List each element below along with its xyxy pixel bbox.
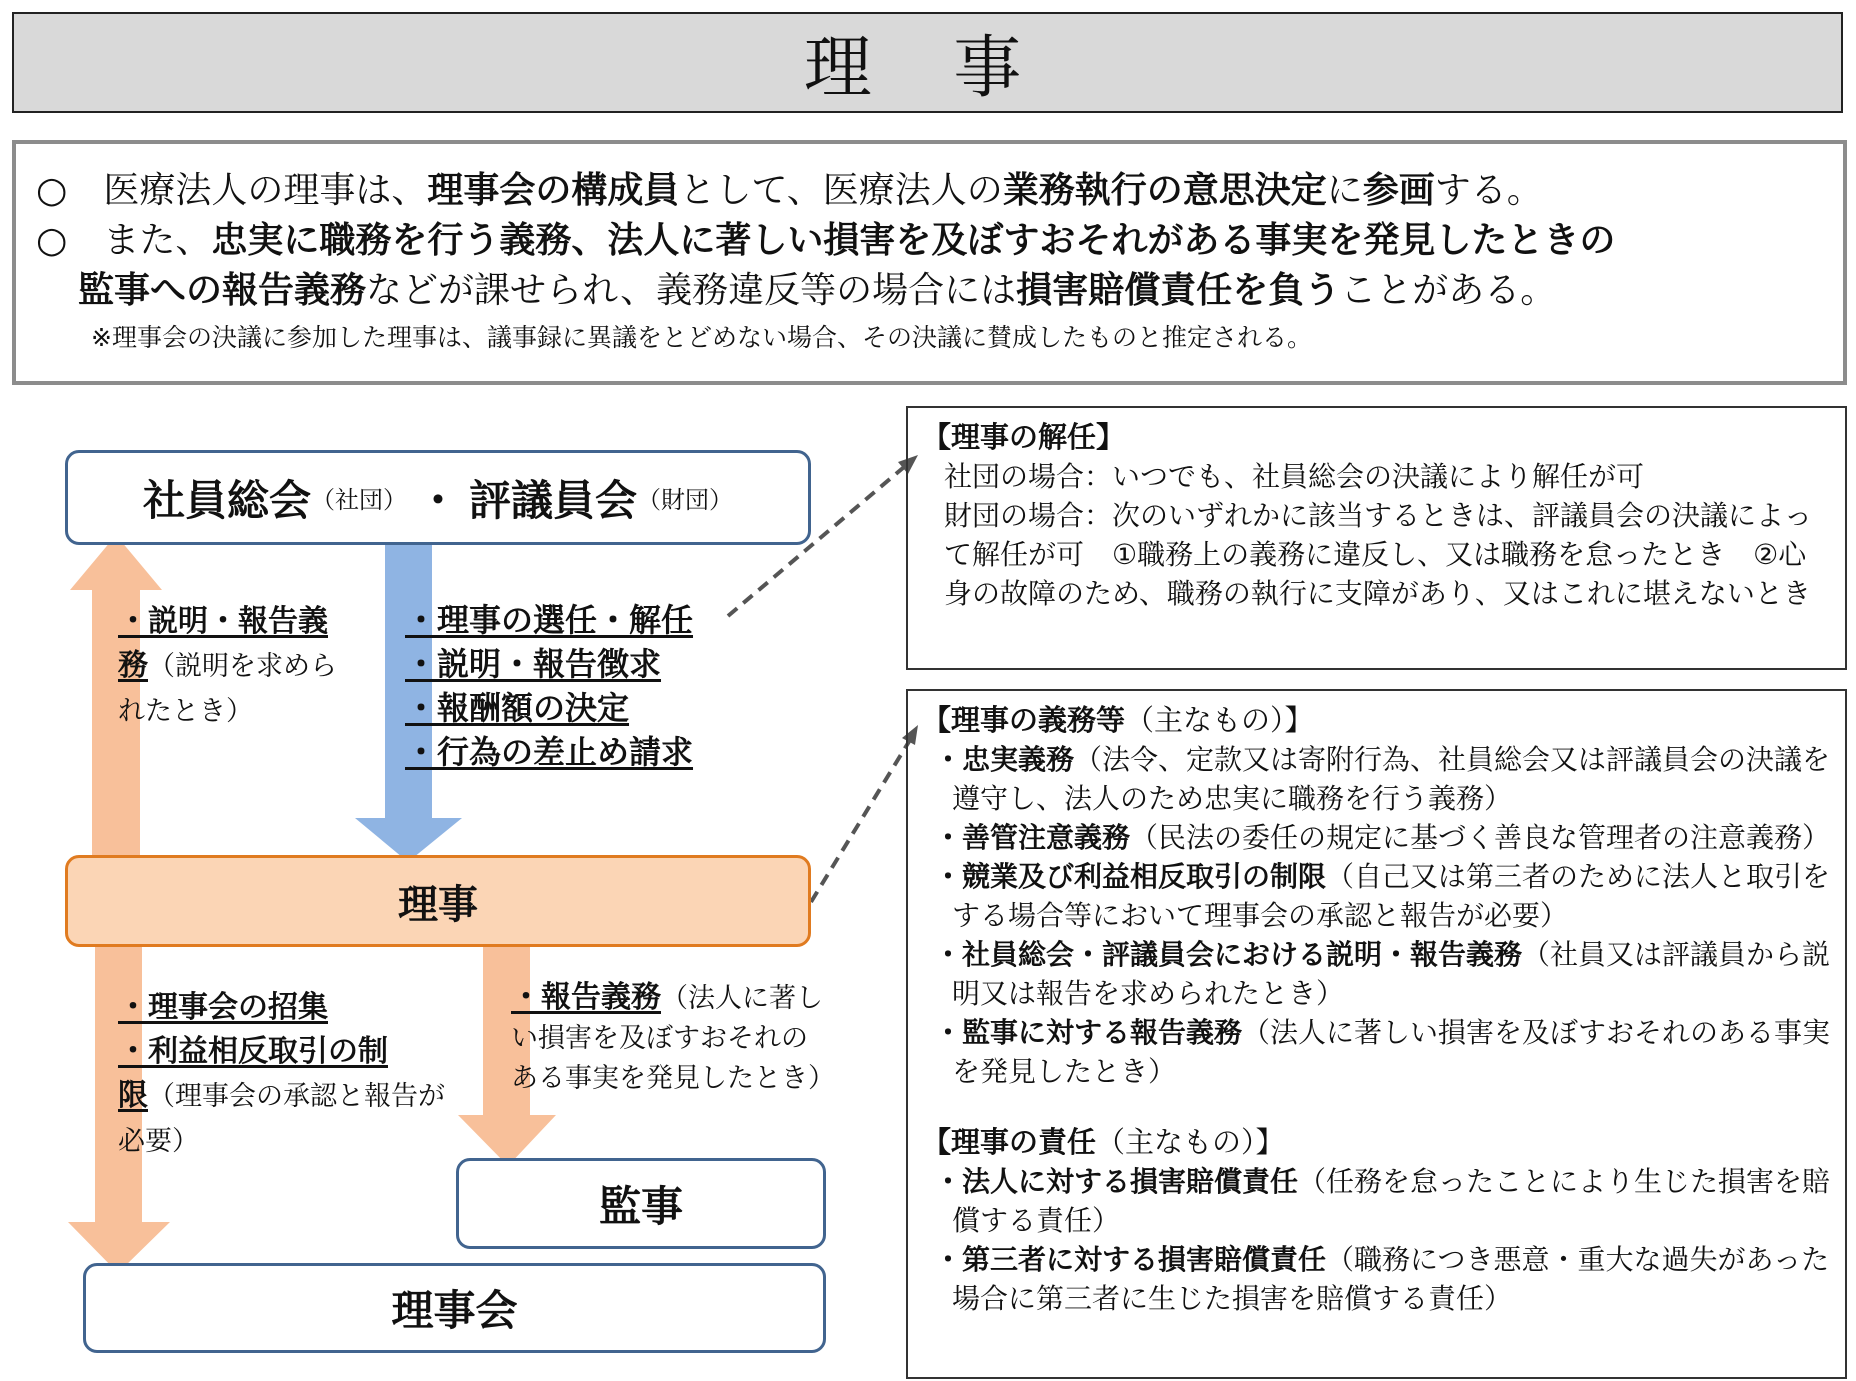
text-underlined: ・説明・報告義 bbox=[118, 604, 328, 639]
text: 財団の場合：次のいずれかに該当するときは、評議員会の決議によって解任が可 ①職務上の義務に違反し、又は職務を怠ったとき ②心身の故障のため、職務の執行に支障があり、又はこれに堪えないとき bbox=[944, 499, 1813, 610]
list-item bbox=[922, 1162, 1831, 1240]
separator: ・ bbox=[416, 475, 459, 525]
text-bold: ・法人に対する損害賠償責任 bbox=[934, 1165, 1299, 1198]
text-underlined: 務 bbox=[118, 648, 148, 683]
text-underlined: ・行為の差止め請求 bbox=[405, 733, 694, 771]
intro-note: ※理事会の決議に参加した理事は、議事録に異議をとどめない場合、その決議に賛成したものと推定される。 bbox=[91, 323, 1312, 352]
label-board-matters bbox=[118, 986, 458, 1164]
paragraph bbox=[944, 496, 1831, 613]
text: （法人に著しい損害を及ぼすおそれのある事実を発見したとき） bbox=[511, 983, 835, 1094]
label-assembly-powers bbox=[405, 598, 693, 774]
node-board bbox=[83, 1263, 826, 1353]
list-item bbox=[922, 1013, 1831, 1091]
node-sublabel: （財団） bbox=[637, 486, 734, 514]
text-underlined: 限 bbox=[118, 1078, 148, 1113]
text-bold: 忠実に職務を行う義務、法人に著しい損害を及ぼすおそれがある事実を発見したときの bbox=[211, 220, 1616, 261]
label-explanation-duty bbox=[118, 600, 343, 734]
text: （理事会の承認と報告が必要） bbox=[118, 1081, 445, 1157]
section-heading bbox=[922, 701, 1831, 740]
text-underlined: ・利益相反取引の制 bbox=[118, 1034, 388, 1069]
text-underlined: ・報告義務 bbox=[511, 980, 661, 1015]
text: （法令、定款又は寄附行為、社員総会又は評議員会の決議を遵守し、法人のため忠実に職務を行う義務） bbox=[952, 743, 1831, 815]
text-bold: ・競業及び利益相反取引の制限 bbox=[934, 860, 1327, 893]
label-report-duty bbox=[511, 978, 835, 1098]
text-bold: ・忠実義務 bbox=[934, 743, 1075, 776]
node-label: 理事 bbox=[398, 881, 478, 928]
dismissal-box bbox=[906, 406, 1847, 670]
text-bold: 監事への報告義務 bbox=[78, 270, 367, 311]
text-bold: 参画 bbox=[1362, 170, 1435, 211]
text: ○ また、 bbox=[36, 220, 212, 261]
list-item bbox=[922, 1240, 1831, 1318]
text-bold: 業務執行の意思決定 bbox=[1002, 170, 1327, 211]
text: ことがある。 bbox=[1340, 270, 1557, 311]
section-heading bbox=[922, 1123, 1831, 1162]
text: （法人に著しい損害を及ぼすおそれのある事実を発見したとき） bbox=[952, 1016, 1831, 1088]
text-underlined: ・報酬額の決定 bbox=[405, 689, 630, 727]
text: （民法の委任の規定に基づく善良な管理者の注意義務） bbox=[1130, 821, 1831, 854]
page-title: 理 事 bbox=[803, 29, 1052, 108]
text: （職務につき悪意・重大な過失があった場合に第三者に生じた損害を賠償する責任） bbox=[952, 1243, 1830, 1315]
text: などが課せられ、義務違反等の場合には bbox=[366, 270, 1017, 311]
duties-box bbox=[906, 689, 1847, 1379]
node-label: 評議員会 bbox=[469, 475, 638, 525]
text: （主なもの）】 bbox=[1096, 1125, 1285, 1159]
text-underlined: ・理事会の招集 bbox=[118, 990, 328, 1025]
node-sublabel: （社団） bbox=[310, 486, 407, 514]
node-label: 理事会 bbox=[391, 1286, 518, 1335]
text: （説明を求められたとき） bbox=[118, 651, 337, 727]
text: 【理事の義務等 bbox=[922, 703, 1126, 737]
dashed-connector-duties bbox=[811, 735, 913, 902]
list-item bbox=[922, 818, 1831, 857]
text: 【理事の責任 bbox=[922, 1125, 1097, 1159]
text-bold: ・監事に対する報告義務 bbox=[934, 1016, 1243, 1049]
text: ○ 医療法人の理事は、 bbox=[36, 170, 428, 211]
text: する。 bbox=[1434, 170, 1543, 211]
text-bold: ・第三者に対する損害賠償責任 bbox=[934, 1243, 1327, 1276]
list-item bbox=[922, 935, 1831, 1013]
list-item bbox=[922, 857, 1831, 935]
text: （社員又は評議員から説明又は報告を求められたとき） bbox=[952, 938, 1831, 1010]
text: に bbox=[1326, 170, 1363, 211]
section-heading: 【理事の解任】 bbox=[922, 420, 1126, 454]
text: （任務を怠ったことにより生じた損害を賠償する責任） bbox=[952, 1165, 1831, 1237]
node-auditor bbox=[456, 1158, 826, 1249]
text-bold: 理事会の構成員 bbox=[427, 170, 680, 211]
text: （自己又は第三者のために法人と取引をする場合等において理事会の承認と報告が必要） bbox=[952, 860, 1831, 932]
text: として、医療法人の bbox=[679, 170, 1003, 211]
text-underlined: ・説明・報告徴求 bbox=[405, 645, 662, 683]
node-label: 監事 bbox=[598, 1181, 683, 1231]
list-item bbox=[922, 740, 1831, 818]
text-underlined: ・理事の選任・解任 bbox=[405, 601, 694, 639]
text: （主なもの）】 bbox=[1125, 703, 1314, 737]
text-bold: ・社員総会・評議員会における説明・報告義務 bbox=[934, 938, 1523, 971]
node-director bbox=[65, 855, 811, 947]
node-label: 社員総会 bbox=[142, 475, 311, 525]
text-bold: 損害賠償責任を負う bbox=[1016, 270, 1341, 311]
text-bold: ・善管注意義務 bbox=[934, 821, 1131, 854]
node-general-assembly bbox=[65, 450, 811, 545]
paragraph: 社団の場合：いつでも、社員総会の決議により解任が可 bbox=[944, 460, 1645, 493]
